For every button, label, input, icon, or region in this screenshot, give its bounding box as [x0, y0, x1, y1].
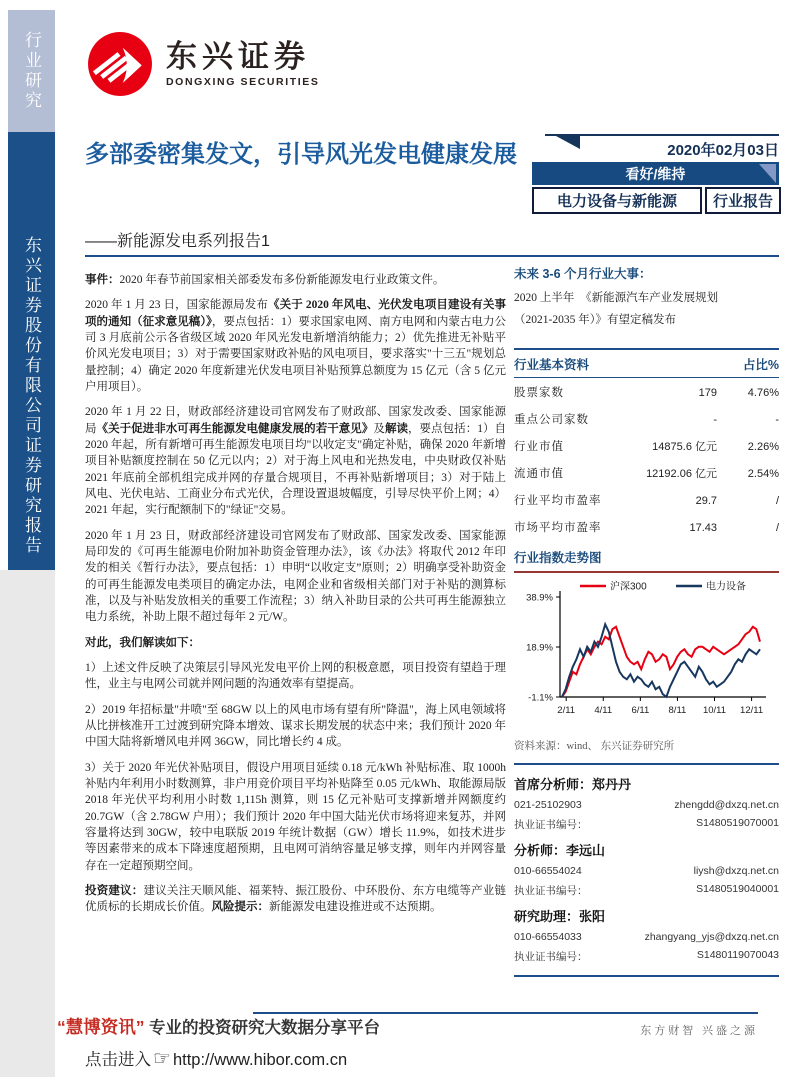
date-rule	[545, 134, 779, 136]
analyst-phone: 021-25102903	[514, 798, 582, 811]
table-cell: 行业平均市盈率	[514, 494, 602, 507]
analyst-contact-row	[514, 928, 779, 946]
table-cell: 17.43	[689, 521, 717, 534]
report-body	[85, 272, 506, 924]
right-sidebar	[514, 264, 779, 977]
table-cell: 2.26%	[747, 440, 779, 453]
brand-name-en: DONGXING SECURITIES	[166, 76, 320, 89]
body-paragraph: 2020 年 1 月 23 日，财政部经济建设司官网发布了财政部、国家发改委、国家能源局印发的《可再生能源电价附加补助资金管理办法》，该《办法》将取代 2012 年印发的相关《暂行办法》，要点包括：1）申明“以收定支”原则；2）明确享受补助资金的可再生能源发电类项目的确定办法，电网企业和省级相关部门对于补贴的测算标准，以及与补贴发放相关的重要工作流程；3）纳入补助目录的公共可再生能源独立电力系统，补助上限不超过每年 2 元/W。	[85, 529, 506, 624]
svg-text:电力设备: 电力设备	[706, 581, 746, 593]
cert-number: S1480119070043	[696, 948, 779, 961]
upcoming-event-line: （2021-2035 年）》有望定稿发布	[514, 313, 676, 326]
body-paragraph: 3）关于 2020 年光伏补贴项目，假设户用项目延续 0.18 元/kWh 补贴标准、取 1000h 补贴内年利用小时数测算，非户用竞价项目平均补贴降至 0.05 元/kWh、取能源局版 2018 年光伏平均利用小时数 1,115h 测算，则 15 亿元补贴可支撑新增并网额度约 20.7GW（含 2.78GW 户用）；我们预计 2020 年中国大陆光伏市场将迎来复苏，并网容量将达到 30GW，较中电联版 2019 年统计数据（GW）增长 11.9%，如技术进步等因素带来的成本下降速度超预期，且电网可消纳容量足够支撑，则年内并网容量存在一定超预期空间。	[85, 761, 506, 872]
table-row	[514, 405, 779, 432]
analyst-name: 首席分析师：郑丹丹	[514, 776, 632, 792]
table-cell: 12192.06 亿元	[646, 467, 717, 480]
company-logo	[86, 30, 320, 98]
upcoming-events-title: 未来 3-6 个月行业大事：	[514, 267, 652, 281]
cert-label: 执业证书编号：	[514, 818, 588, 831]
body-paragraph: 事件：2020 年春节前国家相关部委发布多份新能源发电行业政策文件。	[85, 274, 445, 286]
table-header	[514, 350, 779, 378]
index-trend-chart	[514, 579, 778, 729]
table-cell: 4.76%	[747, 386, 779, 399]
pointing-hand-icon: ☞	[153, 1047, 171, 1070]
hibor-slogan: 专业的投资研究大数据分享平台	[148, 1019, 380, 1037]
table-cell: 重点公司家数	[514, 413, 589, 426]
analyst-cert-row	[514, 814, 779, 835]
brand-name-cn: 东兴证券	[166, 38, 310, 74]
report-subtitle: ——新能源发电系列报告1	[85, 233, 270, 250]
hibor-watermark	[57, 1014, 457, 1075]
industry-index-chart	[514, 579, 779, 734]
cert-number: S1480519040001	[696, 882, 779, 895]
analyst-email-link[interactable]: zhengdd@dxzq.net.cn	[674, 798, 779, 811]
table-row	[514, 486, 779, 513]
body-paragraph: 2020 年 1 月 22 日，财政部经济建设司官网发布了财政部、国家发改委、国家能源局《关于促进非水可再生能源发电健康发展的若干意见》及解读，要点包括：1）自 2020 年起，所有新增可再生能源发电项目均"以收定支"确定补贴，确保 2020 年新增项目补贴额度控制在 50 亿元以内；2）对于海上风电和光热发电，中央财政仅补贴 2021 年底前全部机组完成并网的存量合规项目，不再补贴新增项目；3）对于陆上风电、光伏电站、工商业分布式光伏，合理设置退坡幅度，引导尽快平价上网；4）2021 年起，实行配额制下的"绿证"交易。	[85, 406, 507, 517]
svg-text:8/11: 8/11	[668, 704, 687, 716]
table-cell: 市场平均市盈率	[514, 521, 602, 534]
sector-cell: 电力设备与新能源	[532, 187, 702, 214]
cert-number: S1480519070001	[696, 816, 779, 829]
industry-basics-table	[514, 348, 779, 540]
table-rows	[514, 378, 779, 540]
analyst-cert-row	[514, 880, 779, 901]
analyst-name: 分析师：李远山	[514, 842, 606, 858]
svg-text:10/11: 10/11	[702, 704, 727, 716]
电力设备-line	[562, 624, 760, 697]
footer-tagline: 东方财智 兴盛之源	[640, 1025, 758, 1037]
body-paragraph: 2020 年 1 月 23 日，国家能源局发布《关于 2020 年风电、光伏发电项目建设有关事项的通知（征求意见稿）》，要点包括：1）要求国家电网、南方电网和内蒙古电力公司 3 月底前公示各省级区域 2020 年风光发电新增消纳能力；2）优先推进无补贴平价风光发电项目；3）对于需要国家财政补贴的风电项目，要求落实"十三五"规划总量控制；4）确定 2020 年度新建光伏发电项目补贴预算总额度为 15 亿元（含 5 亿元户用项目）。	[85, 299, 507, 393]
analyst-name: 研究助理：张阳	[514, 908, 606, 924]
report-title: 多部委密集发文，引导风光发电健康发展	[85, 141, 517, 168]
badge-triangle-icon	[759, 164, 776, 183]
svg-text:12/11: 12/11	[740, 704, 764, 716]
hibor-url-link[interactable]: http://www.hibor.com.cn	[172, 1050, 348, 1069]
table-cell: -	[775, 413, 779, 426]
sidebar-company-box	[8, 132, 55, 570]
table-row	[514, 378, 779, 405]
table-cell: 29.7	[695, 494, 717, 507]
rating-badge	[532, 162, 779, 185]
body-paragraph: 2）2019 年招标量"井喷"至 68GW 以上的风电市场有望有所"降温"，海上风电领域将从比拼核准开工过渡到研究降本增效、谋求长期发展的状态中来；我们预计 2020 年中国大陆将新增风电并网 36GW，同比增长约 4 成。	[85, 703, 506, 749]
table-cell: /	[775, 521, 779, 534]
analyst-email-link[interactable]: zhangyang_yjs@dxzq.net.cn	[644, 930, 779, 943]
analyst-contact-row	[514, 796, 779, 814]
table-cell: 行业市值	[514, 440, 564, 453]
rating-text: 看好/维持	[625, 165, 686, 182]
table-row	[514, 432, 779, 459]
analyst-phone: 010-66554033	[514, 930, 582, 943]
chart-section-title: 行业指数走势图	[514, 548, 779, 573]
table-header-pct: 占比%	[742, 357, 779, 372]
svg-text:6/11: 6/11	[631, 704, 650, 716]
table-cell: 14875.6 亿元	[652, 440, 717, 453]
svg-text:-1.1%: -1.1%	[528, 692, 553, 704]
body-paragraph: 1）上述文件反映了决策层引导风光发电平价上网的积极意愿，项目投资有望趋于理性，业主与电网公司就并网问题的沟通效率有望提高。	[85, 661, 506, 691]
svg-text:2/11: 2/11	[557, 704, 576, 716]
table-cell: 股票家数	[514, 386, 564, 399]
analyst-contact-row	[514, 862, 779, 880]
svg-text:18.9%: 18.9%	[526, 642, 553, 654]
analyst-cert-row	[514, 946, 779, 967]
table-row	[514, 513, 779, 540]
report-type-cell: 行业报告	[705, 187, 781, 214]
company-research-label: 东兴证券股份有限公司证券研究报告	[22, 236, 41, 556]
table-cell: 流通市值	[514, 467, 564, 480]
svg-text:沪深300: 沪深300	[610, 581, 647, 593]
svg-text:38.9%: 38.9%	[526, 592, 553, 604]
analysts-block	[514, 763, 779, 977]
沪深300-line	[562, 626, 760, 696]
analyst-email-link[interactable]: liysh@dxzq.net.cn	[693, 864, 779, 877]
left-margin-strip	[0, 570, 55, 1077]
category-row	[532, 187, 781, 214]
svg-text:4/11: 4/11	[594, 704, 613, 716]
table-cell: -	[713, 413, 717, 426]
table-header-title: 行业基本资料	[514, 357, 590, 372]
chart-source-note: 资料来源：wind、 东兴证券研究所	[514, 740, 675, 752]
cert-label: 执业证书编号：	[514, 884, 588, 897]
sidebar-industry-research-box	[8, 10, 55, 132]
dongxing-logo-icon	[86, 30, 154, 98]
table-cell: 179	[698, 386, 717, 399]
cert-label: 执业证书编号：	[514, 950, 588, 963]
analyst-phone: 010-66554024	[514, 864, 582, 877]
body-paragraph: 对此，我们解读如下：	[85, 636, 200, 649]
upcoming-event-line: 2020 上半年 《新能源汽车产业发展规划	[514, 292, 719, 304]
table-cell: /	[775, 494, 779, 507]
table-cell: 2.54%	[747, 467, 779, 480]
body-paragraph: 投资建议：建议关注天顺风能、福莱特、振江股份、中环股份、东方电缆等产业链优质标的长期成长价值。风险提示：新能源发电建设推进或不达预期。	[85, 884, 506, 914]
header-divider	[85, 255, 779, 257]
hibor-enter-label[interactable]: 点击进入	[85, 1050, 151, 1069]
industry-research-label: 行业研究	[22, 31, 41, 111]
report-date: 2020年02月03日	[667, 142, 779, 159]
table-row	[514, 459, 779, 486]
hibor-brand: “慧博资讯”	[57, 1017, 145, 1037]
